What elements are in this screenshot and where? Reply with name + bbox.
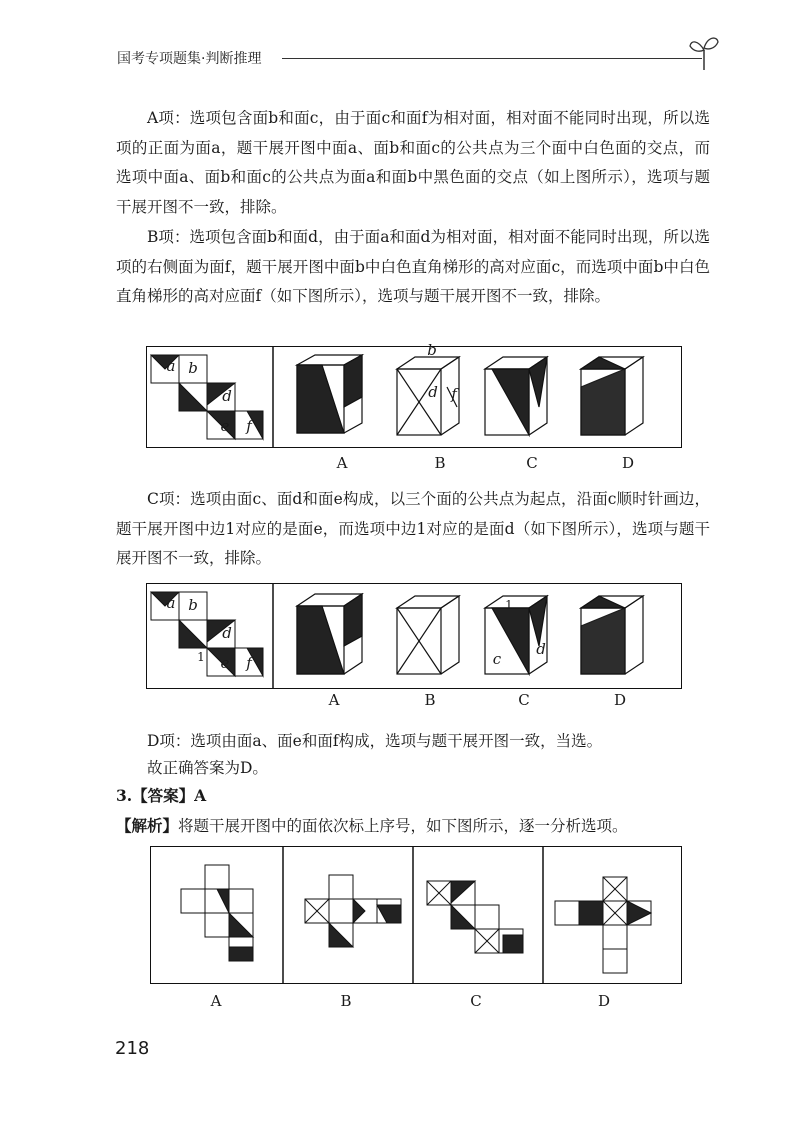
answer-heading: 3.【答案】A — [116, 786, 207, 805]
analysis-paragraph — [116, 811, 710, 842]
paragraph-option-d: D项：选项由面a、面e和面f构成，选项与题干展开图一致，当选。 — [147, 732, 603, 750]
edge-label-1: 1 — [197, 650, 205, 664]
figure-3 — [150, 846, 682, 984]
running-header: 国考专项题集·判断推理 — [117, 51, 262, 67]
cube-label-f: f — [451, 385, 457, 403]
option-label-a: A — [210, 992, 222, 1010]
option-label-c: C — [518, 691, 530, 709]
option-label-d: D — [613, 691, 627, 709]
option-label-d: D — [621, 454, 635, 472]
option-label-a: A — [336, 454, 348, 472]
paragraph-option-b: B项：选项包含面b和面d，由于面a和面d为相对面，相对面不能同时出现，所以选项的右侧面为面f，题干展开图中面b中白色直角梯形的高对应面c，而选项中面b中白色直角梯形的高对应面f（如下图所示），选项与题干展开图不一致，排除。 — [116, 228, 710, 305]
option-label-d: D — [597, 992, 611, 1010]
figure-2 — [146, 583, 682, 689]
sprout-icon — [688, 30, 720, 70]
page-number: 218 — [115, 1038, 150, 1059]
face-label-f: f — [246, 654, 252, 672]
option-label-c: C — [470, 992, 482, 1010]
face-label-b: b — [188, 359, 198, 377]
face-label-d: d — [222, 624, 232, 642]
face-label-b: b — [188, 596, 198, 614]
face-label-d: d — [222, 387, 232, 405]
face-label-e: e — [220, 654, 230, 672]
option-label-b: B — [434, 454, 446, 472]
face-label-e: e — [220, 417, 230, 435]
paragraph-option-c: C项：选项由面c、面d和面e构成，以三个面的公共点为起点，沿面c顺时针画边，题干展开图中边1对应的是面e，而选项中边1对应的是面d（如下图所示），选项与题干展开图不一致，排除。 — [116, 490, 710, 567]
face-label-f: f — [246, 417, 252, 435]
face-label-a: a — [166, 594, 176, 612]
cube-label-b: b — [427, 341, 437, 359]
header-rule — [282, 58, 702, 59]
cube-edge-label-1: 1 — [505, 598, 513, 612]
option-label-c: C — [526, 454, 538, 472]
figure-1 — [146, 341, 682, 448]
option-label-b: B — [424, 691, 436, 709]
paragraph-conclusion: 故正确答案为D。 — [147, 759, 268, 777]
paragraph-option-a: A项：选项包含面b和面c，由于面c和面f为相对面，相对面不能同时出现，所以选项的正面为面a，题干展开图中面a、面b和面c的公共点为三个面中白色面的交点，而选项中面a、面b和面c的公共点为面a和面b中黑色面的交点（如上图所示），选项与题干展开图不一致，排除。 — [116, 109, 710, 216]
cube-label-d: d — [536, 640, 546, 658]
analysis-text: 将题干展开图中的面依次标上序号，如下图所示，逐一分析选项。 — [178, 817, 628, 835]
option-label-a: A — [328, 691, 340, 709]
option-label-b: B — [340, 992, 352, 1010]
face-label-a: a — [166, 357, 176, 375]
analysis-label: 【解析】 — [116, 816, 179, 835]
cube-label-c: c — [492, 650, 502, 668]
cube-label-d: d — [428, 383, 438, 401]
